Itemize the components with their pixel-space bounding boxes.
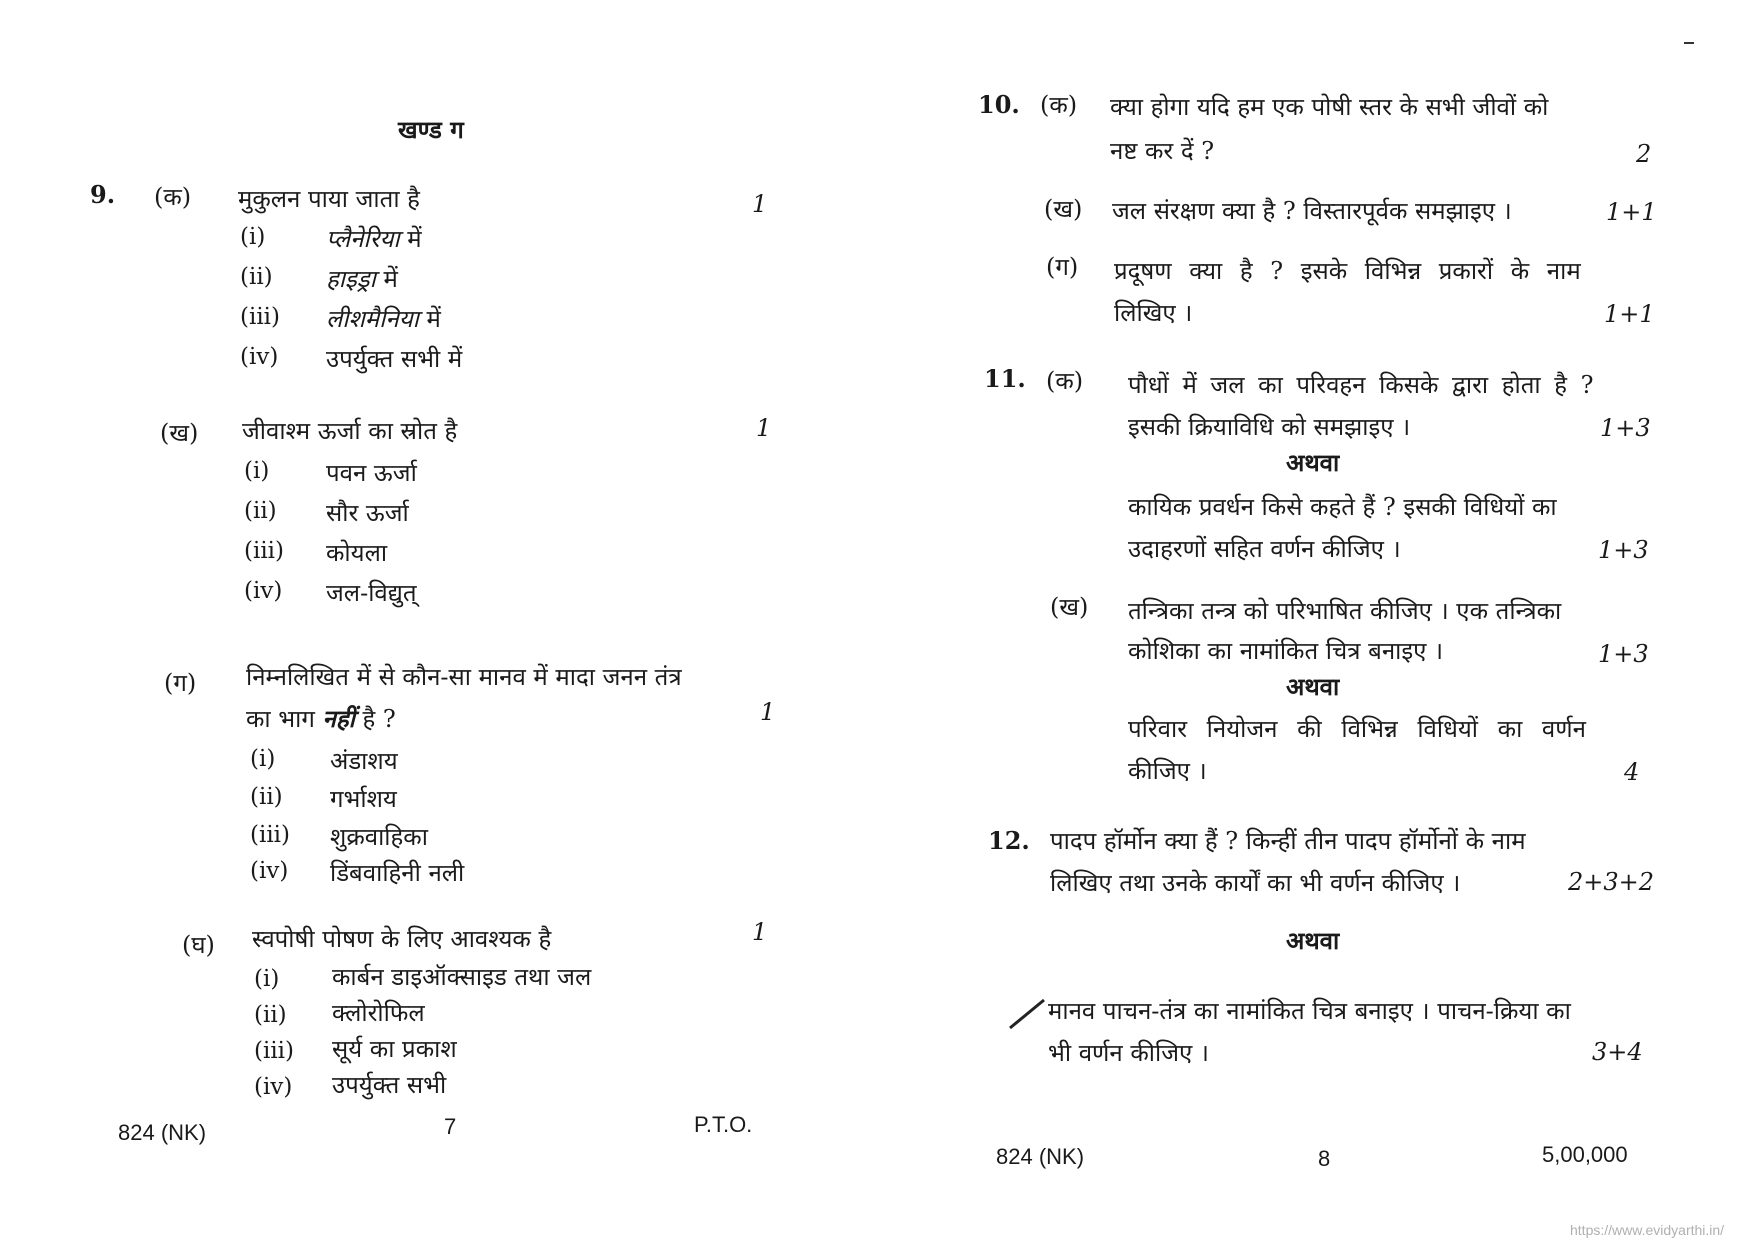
q9-ga-option: डिंबवाहिनी नली xyxy=(330,859,465,887)
q9-kha-option: पवन ऊर्जा xyxy=(326,459,417,487)
q12-marks-alt: 3+4 xyxy=(1592,1038,1643,1066)
q9-gha-option-num: (ii) xyxy=(254,1002,287,1028)
q11-ka-line3: कायिक प्रवर्धन किसे कहते हैं ? इसकी विधियों का xyxy=(1128,493,1557,521)
right-footer-code: 824 (NK) xyxy=(996,1144,1085,1169)
section-title: खण्ड ग xyxy=(398,115,464,144)
q12-or: अथवा xyxy=(1286,926,1340,955)
q9-gha-option-num: (iv) xyxy=(254,1074,293,1100)
q10-ka-line2: नष्ट कर दें ? xyxy=(1110,137,1215,165)
q12-line2: लिखिए तथा उनके कार्यों का भी वर्णन कीजिए । xyxy=(1050,869,1461,897)
q10-ka-marks: 2 xyxy=(1636,140,1652,168)
q9-kha-text: जीवाश्म ऊर्जा का स्रोत है xyxy=(242,417,458,445)
q12-line3: मानव पाचन-तंत्र का नामांकित चित्र बनाइए । पाचन-क्रिया का xyxy=(1048,997,1571,1025)
q9-gha-option: सूर्य का प्रकाश xyxy=(332,1035,457,1063)
q9-ga-line2: का भाग नहीं है ? xyxy=(246,704,396,733)
q11-ka-marks-alt: 1+3 xyxy=(1598,536,1649,564)
q9-gha-label: (घ) xyxy=(182,931,215,959)
q11-kha-label: (ख) xyxy=(1050,593,1089,621)
q11-kha-line2: कोशिका का नामांकित चित्र बनाइए । xyxy=(1128,637,1444,665)
q11-ka-line4: उदाहरणों सहित वर्णन कीजिए । xyxy=(1128,535,1401,563)
q9-gha-text: स्वपोषी पोषण के लिए आवश्यक है xyxy=(252,925,552,953)
q9-kha-option: जल-विद्युत् xyxy=(326,579,417,607)
q10-kha-label: (ख) xyxy=(1044,195,1083,223)
q10-ga-marks: 1+1 xyxy=(1604,300,1655,328)
q9-kha-option: कोयला xyxy=(326,539,388,567)
q9-ga-marks: 1 xyxy=(760,698,776,726)
q9-ga-option: गर्भाशय xyxy=(330,785,397,813)
q9-kha-option-num: (ii) xyxy=(244,498,277,524)
q9-gha-option: उपर्युक्त सभी xyxy=(332,1071,447,1099)
right-footer-page: 8 xyxy=(1318,1146,1331,1171)
q9-kha-option-num: (iii) xyxy=(244,538,285,564)
q9-kha-option-num: (i) xyxy=(244,458,270,484)
q9-ga-option-num: (ii) xyxy=(250,784,283,810)
q11-ka-line2: इसकी क्रियाविधि को समझाइए । xyxy=(1128,413,1411,441)
q11-kha-or: अथवा xyxy=(1286,672,1340,701)
q11-kha-marks-alt: 4 xyxy=(1624,758,1640,786)
q9-ga-line1: निम्नलिखित में से कौन-सा मानव में मादा जनन तंत्र xyxy=(246,663,682,691)
q9-ka-option: प्लैनेरिया में xyxy=(326,225,422,253)
q9-ka-option-num: (ii) xyxy=(240,264,273,290)
q9-ga-option: शुक्रवाहिका xyxy=(330,823,428,851)
q10-ka-label: (क) xyxy=(1040,91,1078,119)
tick-mark-icon xyxy=(1008,996,1046,1032)
left-footer-pto: P.T.O. xyxy=(694,1112,753,1137)
corner-mark xyxy=(1684,42,1694,44)
q12-line4: भी वर्णन कीजिए । xyxy=(1048,1039,1210,1067)
q11-ka-marks: 1+3 xyxy=(1600,414,1651,442)
q9-ka-option-num: (i) xyxy=(240,224,266,250)
q9-ka-option-num: (iv) xyxy=(240,344,279,370)
question-number-10: 10. xyxy=(978,90,1020,119)
q11-kha-line4: कीजिए । xyxy=(1128,757,1207,785)
q11-kha-marks: 1+3 xyxy=(1598,640,1649,668)
q9-gha-option: क्लोरोफिल xyxy=(332,999,425,1027)
q12-line1: पादप हॉर्मोन क्या हैं ? किन्हीं तीन पादप हॉर्मोनों के नाम xyxy=(1050,827,1526,855)
q9-gha-option-num: (i) xyxy=(254,966,280,992)
q10-kha-marks: 1+1 xyxy=(1606,198,1657,226)
q9-gha-marks: 1 xyxy=(752,918,768,946)
q9-ka-label: (क) xyxy=(154,183,192,211)
q11-ka-or: अथवा xyxy=(1286,448,1340,477)
q9-kha-marks: 1 xyxy=(756,414,772,442)
q11-kha-line3: परिवार नियोजन की विभिन्न विधियों का वर्णन xyxy=(1128,715,1586,743)
q9-ka-option: हाइड्रा में xyxy=(326,265,398,293)
q9-kha-option: सौर ऊर्जा xyxy=(326,499,409,527)
watermark-url: https://www.evidyarthi.in/ xyxy=(1570,1222,1725,1238)
q9-gha-option-num: (iii) xyxy=(254,1038,295,1064)
right-footer-print-run: 5,00,000 xyxy=(1542,1142,1628,1167)
left-footer-page: 7 xyxy=(444,1114,457,1139)
q9-ga-option-num: (iv) xyxy=(250,858,289,884)
question-number-12: 12. xyxy=(988,826,1030,855)
q10-ga-line1: प्रदूषण क्या है ? इसके विभिन्न प्रकारों के नाम xyxy=(1114,257,1581,285)
q11-ka-label: (क) xyxy=(1046,367,1084,395)
q11-kha-line1: तन्त्रिका तन्त्र को परिभाषित कीजिए । एक तन्त्रिका xyxy=(1128,597,1562,625)
left-footer-code: 824 (NK) xyxy=(118,1120,207,1145)
q9-kha-option-num: (iv) xyxy=(244,578,283,604)
q9-ka-option: उपर्युक्त सभी में xyxy=(326,345,463,373)
q9-kha-label: (ख) xyxy=(160,419,199,447)
q9-ga-option-num: (i) xyxy=(250,746,276,772)
q9-ka-text: मुकुलन पाया जाता है xyxy=(238,185,420,213)
q9-ga-label: (ग) xyxy=(164,669,197,697)
q11-ka-line1: पौधों में जल का परिवहन किसके द्वारा होता है ? xyxy=(1128,371,1594,399)
q9-gha-option: कार्बन डाइऑक्साइड तथा जल xyxy=(332,963,592,991)
q10-ga-line2: लिखिए । xyxy=(1114,299,1193,327)
q10-ga-label: (ग) xyxy=(1046,253,1079,281)
q10-ka-line1: क्या होगा यदि हम एक पोषी स्तर के सभी जीवों को xyxy=(1110,93,1549,121)
q12-marks: 2+3+2 xyxy=(1568,868,1655,896)
q9-ka-marks: 1 xyxy=(752,190,768,218)
question-number-11: 11. xyxy=(984,364,1026,393)
q9-ga-option: अंडाशय xyxy=(330,747,398,775)
q10-kha-text: जल संरक्षण क्या है ? विस्तारपूर्वक समझाइए । xyxy=(1112,197,1512,225)
q9-ka-option: लीशमैनिया में xyxy=(326,305,441,333)
q9-ka-option-num: (iii) xyxy=(240,304,281,330)
q9-ga-option-num: (iii) xyxy=(250,822,291,848)
question-number-9: 9. xyxy=(90,180,116,209)
